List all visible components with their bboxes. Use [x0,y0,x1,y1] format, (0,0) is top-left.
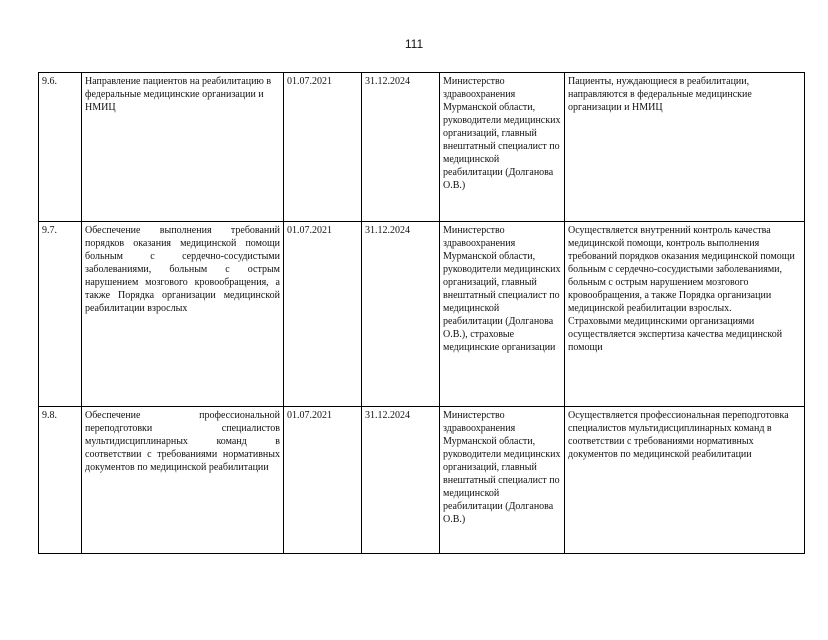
item-number: 9.8. [39,407,82,554]
responsible-parties: Министерство здравоохранения Мурманской области, руководители медицинских организаций, главный внештатный специалист по медицинской реабилитации (Долганова О.В.) [440,73,565,222]
end-date: 31.12.2024 [362,222,440,407]
page-number: 111 [404,37,424,51]
action-description: Направление пациентов на реабилитацию в федеральные медицинские организации и НМИЦ [82,73,284,222]
item-number: 9.7. [39,222,82,407]
responsible-parties: Министерство здравоохранения Мурманской области, руководители медицинских организаций, главный внештатный специалист по медицинской реабилитации (Долганова О.В.) [440,407,565,554]
table-row [39,222,805,407]
expected-result-extra: Страховыми медицинскими организациями осуществляется экспертиза качества медицинской помощи [568,316,783,353]
table-row [39,407,805,554]
item-number: 9.6. [39,73,82,222]
start-date: 01.07.2021 [284,407,362,554]
action-description: Обеспечение выполнения требований порядков оказания медицинской помощи больным с сердечно-сосудистыми заболеваниями, больным с острым нарушением мозгового кровообращения, а также Порядка организации медицинской реабилитации взрослых [82,222,284,407]
expected-result-text: Осуществляется внутренний контроль качества медицинской помощи, контроль выполнения требований порядков оказания медицинской помощи больным с сердечно-сосудистыми заболеваниями, больным с острым нарушением мозгового кровообращения, а также Порядка организации медицинской реабилитации взрослых. [568,225,795,314]
table-row [39,73,805,222]
activity-plan-table [38,72,805,554]
expected-result [565,222,805,407]
expected-result [565,407,805,554]
action-description: Обеспечение профессиональной переподготовки специалистов мультидисциплинарных команд в соответствии с требованиями нормативных документов по медицинской реабилитации [82,407,284,554]
end-date: 31.12.2024 [362,73,440,222]
start-date: 01.07.2021 [284,222,362,407]
expected-result-text: Осуществляется профессиональная переподготовка специалистов мультидисциплинарных команд в соответствии с требованиями нормативных документов по медицинской реабилитации [568,410,789,460]
expected-result-text: Пациенты, нуждающиеся в реабилитации, направляются в федеральные медицинские организации и НМИЦ [568,76,752,113]
start-date: 01.07.2021 [284,73,362,222]
expected-result [565,73,805,222]
responsible-parties: Министерство здравоохранения Мурманской области, руководители медицинских организаций, главный внештатный специалист по медицинской реабилитации (Долганова О.В.), страховые медицинские организации [440,222,565,407]
end-date: 31.12.2024 [362,407,440,554]
